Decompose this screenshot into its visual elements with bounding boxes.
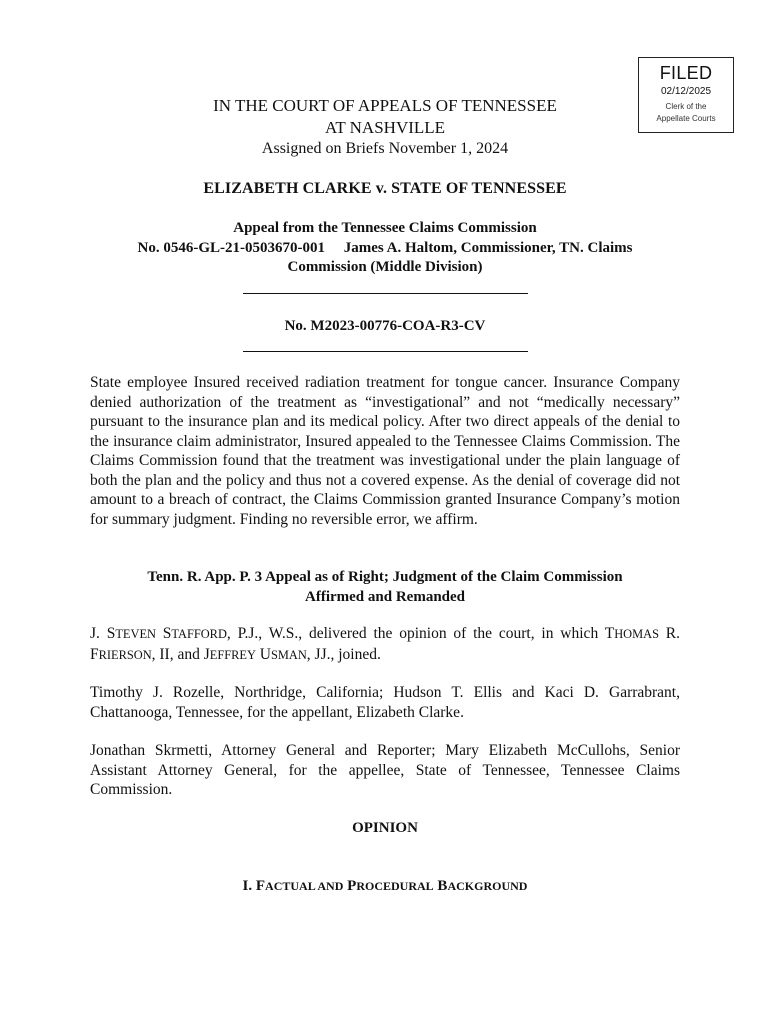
section-word-1: ACTUAL AND bbox=[265, 879, 344, 893]
appellant-counsel: Timothy J. Rozelle, Northridge, California; Hudson T. Ellis and Kaci D. Garrabrant, Chattanooga, Tennessee, for the appellant, Elizabeth Clarke. bbox=[90, 684, 680, 721]
judge-2-first-name: HOMAS bbox=[614, 627, 659, 641]
stamp-date: 02/12/2025 bbox=[660, 86, 712, 97]
case-caption: ELIZABETH CLARKE v. STATE OF TENNESSEE bbox=[203, 180, 567, 197]
divider-bottom bbox=[243, 351, 528, 352]
section-number: I. F bbox=[242, 878, 266, 894]
judge-3-last-name: SMAN bbox=[270, 647, 307, 662]
appellee-counsel: Jonathan Skrmetti, Attorney General and Reporter; Mary Elizabeth McCullohs, Senior Assistant Attorney General, for the appellee, State of Tennessee, Tennessee Claims Commission. bbox=[90, 742, 680, 798]
holding-line-1: Tenn. R. App. P. 3 Appeal as of Right; Judgment of the Claim Commission bbox=[147, 569, 623, 585]
court-name bbox=[90, 95, 680, 139]
section-heading bbox=[90, 876, 680, 896]
judge-2-last-name: RIERSON bbox=[98, 647, 152, 662]
section-word-3: ACKGROUND bbox=[447, 879, 528, 893]
docket-number: No. M2023-00776-COA-R3-CV bbox=[284, 318, 486, 334]
appeal-line-3: Commission (Middle Division) bbox=[287, 259, 483, 275]
opinion-heading: OPINION bbox=[352, 820, 418, 836]
judge-1-last-name: TAFFORD bbox=[171, 627, 227, 641]
judge-1-initial: J. S bbox=[90, 625, 116, 642]
holding bbox=[90, 567, 680, 607]
panel-statement bbox=[90, 624, 680, 665]
assigned-date: Assigned on Briefs November 1, 2024 bbox=[261, 140, 509, 157]
appeal-line-2: No. 0546-GL-21-0503670-001 James A. Haltom, Commissioner, TN. Claims bbox=[137, 239, 633, 256]
panel-text-1: , P.J., W.S., delivered the opinion of the court, in which T bbox=[226, 625, 615, 642]
stamp-clerk-line: Clerk of the bbox=[665, 102, 707, 111]
case-summary: State employee Insured received radiation treatment for tongue cancer. Insurance Company denied authorization of the treatment as “investigational” and not “medically necessary” pursuant to the insurance plan and its medical policy. After two direct appeals of the denial to the insurance claim administrator, Insured appealed to the Tennessee Claims Commission. The Claims Commission found that the treatment was investigational under the plain language of both the plan and the policy and thus not a covered expense. As the denial of coverage did not amount to a breach of contract, the Claims Commission granted Insurance Company’s motion for summary judgment. Finding no reversible error, we affirm. bbox=[90, 374, 680, 528]
stamp-title: FILED bbox=[659, 63, 713, 83]
section-word-2: ROCEDURAL bbox=[356, 879, 434, 893]
divider-top bbox=[243, 293, 528, 294]
judge-2-middle: R. F bbox=[90, 625, 681, 663]
judge-1-first-name: TEVEN bbox=[115, 627, 156, 641]
judge-3-first-name: EFFREY bbox=[209, 647, 256, 662]
panel-text-2: , II, and J bbox=[151, 645, 210, 663]
court-line-1: IN THE COURT OF APPEALS OF TENNESSEE bbox=[213, 96, 557, 115]
panel-text-3: , JJ., joined. bbox=[306, 645, 381, 663]
appeal-line-1: Appeal from the Tennessee Claims Commission bbox=[233, 220, 537, 236]
stamp-courts-line: Appellate Courts bbox=[656, 114, 716, 123]
judge-3-last-initial: U bbox=[255, 645, 271, 663]
appeal-info bbox=[90, 219, 680, 278]
holding-line-2: Affirmed and Remanded bbox=[305, 589, 465, 605]
section-initial-3: B bbox=[433, 878, 448, 894]
court-line-2: AT NASHVILLE bbox=[324, 118, 446, 137]
judge-1-last-initial: S bbox=[155, 625, 172, 642]
section-initial-2: P bbox=[343, 878, 357, 894]
